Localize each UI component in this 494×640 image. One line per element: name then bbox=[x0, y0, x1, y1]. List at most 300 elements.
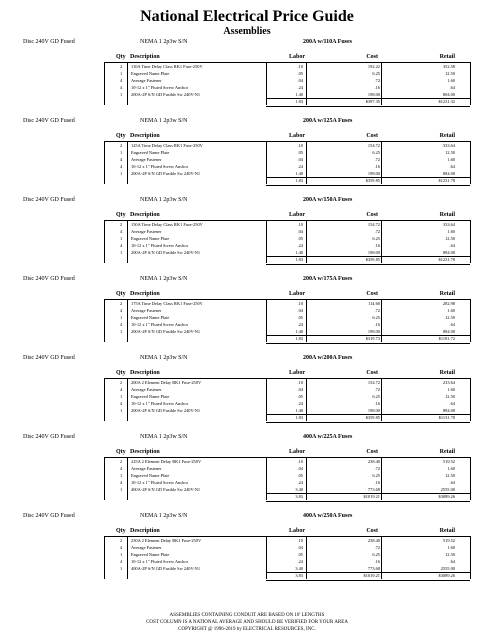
col-header-cost: Cost bbox=[366, 133, 378, 139]
item-retail: 1.60 bbox=[447, 545, 455, 550]
item-retail: 282.98 bbox=[442, 301, 455, 306]
col-header-labor: Labor bbox=[288, 528, 305, 534]
total-retail: $1231.78 bbox=[438, 257, 455, 262]
item-row bbox=[0, 393, 494, 400]
total-cost: $397.35 bbox=[365, 99, 380, 104]
item-retail: 1.60 bbox=[447, 78, 455, 83]
item-row bbox=[0, 170, 494, 177]
item-retail: 884.00 bbox=[442, 408, 455, 413]
item-qty: 4 bbox=[120, 466, 123, 471]
col-header-labor: Labor bbox=[288, 291, 305, 297]
col-header-labor: Labor bbox=[288, 133, 305, 139]
item-qty: 4 bbox=[120, 85, 123, 90]
item-retail: 519.52 bbox=[442, 538, 455, 543]
total-retail: $3089.26 bbox=[438, 494, 455, 499]
nema-rating: NEMA 1 2p3w S/N bbox=[140, 197, 188, 203]
col-header-qty: Qty bbox=[116, 54, 126, 60]
item-retail: 12.50 bbox=[445, 150, 455, 155]
item-cost: .72 bbox=[374, 466, 380, 471]
item-description: 10-12 x 1" Fluted Screw Anchor bbox=[131, 164, 189, 169]
item-qty: 1 bbox=[120, 487, 123, 492]
column-headers bbox=[0, 369, 494, 378]
assembly-name: Disc 240V GD Fused bbox=[23, 434, 75, 440]
col-header-qty: Qty bbox=[116, 133, 126, 139]
item-retail: 1.60 bbox=[447, 466, 455, 471]
item-row bbox=[0, 328, 494, 335]
totals-row bbox=[0, 177, 494, 184]
total-cost: $359.85 bbox=[365, 415, 380, 420]
item-description: 225A 2 Element Delay RK1 Fuse-250V bbox=[131, 459, 202, 464]
item-labor: .24 bbox=[297, 243, 303, 248]
item-description: Engraved Name Plate bbox=[131, 150, 170, 155]
item-description: 400A-2P S/N GD Fusible Sw 240V-N1 bbox=[131, 566, 201, 571]
col-header-cost: Cost bbox=[366, 291, 378, 297]
col-header-labor: Labor bbox=[288, 449, 305, 455]
item-cost: 198.00 bbox=[367, 92, 380, 97]
total-retail: $1181.72 bbox=[438, 336, 455, 341]
item-qty: 1 bbox=[120, 150, 123, 155]
item-row bbox=[0, 70, 494, 77]
item-description: 110A Time Delay Class RK1 Fuse-250V bbox=[131, 64, 203, 69]
item-cost: .16 bbox=[374, 164, 380, 169]
amperage-rating: 400A w/250A Fuses bbox=[303, 513, 353, 519]
item-description: 200A-2P S/N GD Fusible Sw 240V-N1 bbox=[131, 250, 201, 255]
column-headers bbox=[0, 448, 494, 457]
item-cost: 192.22 bbox=[367, 64, 380, 69]
totals-row bbox=[0, 335, 494, 342]
col-header-description: Description bbox=[130, 291, 160, 297]
item-rows bbox=[0, 379, 494, 414]
item-cost: 6.25 bbox=[372, 473, 380, 478]
item-rows bbox=[0, 458, 494, 493]
col-header-retail: Retail bbox=[439, 212, 455, 218]
item-description: 10-12 x 1" Fluted Screw Anchor bbox=[131, 480, 189, 485]
item-labor: 1.40 bbox=[295, 250, 303, 255]
total-cost: $319.73 bbox=[365, 336, 380, 341]
item-labor: .24 bbox=[297, 559, 303, 564]
total-retail: $1231.78 bbox=[438, 178, 455, 183]
total-labor: 1.83 bbox=[295, 178, 303, 183]
item-cost: .72 bbox=[374, 545, 380, 550]
item-cost: .16 bbox=[374, 559, 380, 564]
section-header bbox=[0, 511, 494, 522]
footer-note-cost: COST COLUMN IS A NATIONAL AVERAGE AND SHOULD BE VERIFIED FOR YOUR AREA bbox=[146, 620, 348, 625]
item-description: 125A Time Delay Class RK1 Fuse-250V bbox=[131, 143, 203, 148]
item-labor: 1.40 bbox=[295, 408, 303, 413]
item-description: Engraved Name Plate bbox=[131, 236, 170, 241]
item-retail: 884.00 bbox=[442, 250, 455, 255]
item-labor: .10 bbox=[297, 538, 303, 543]
item-row bbox=[0, 544, 494, 551]
item-row bbox=[0, 221, 494, 228]
item-row bbox=[0, 142, 494, 149]
item-row bbox=[0, 77, 494, 84]
item-labor: .05 bbox=[297, 236, 303, 241]
item-labor: 3.40 bbox=[295, 566, 303, 571]
col-header-qty: Qty bbox=[116, 212, 126, 218]
item-qty: 4 bbox=[120, 322, 123, 327]
footer-note-lengths: ASSEMBLIES CONTAINING CONDUIT ARE BASED ON 10' LENGTHS bbox=[169, 613, 325, 618]
item-description: 200A 2 Element Delay RK1 Fuse-250V bbox=[131, 380, 202, 385]
item-cost: .16 bbox=[374, 480, 380, 485]
item-qty: 1 bbox=[120, 315, 123, 320]
item-description: 10-12 x 1" Fluted Screw Anchor bbox=[131, 401, 189, 406]
item-qty: 4 bbox=[120, 308, 123, 313]
page-subtitle: Assemblies bbox=[223, 26, 271, 37]
nema-rating: NEMA 1 2p3w S/N bbox=[140, 276, 188, 282]
col-header-cost: Cost bbox=[366, 54, 378, 60]
col-header-qty: Qty bbox=[116, 370, 126, 376]
col-header-cost: Cost bbox=[366, 449, 378, 455]
item-labor: 1.40 bbox=[295, 92, 303, 97]
item-cost: .16 bbox=[374, 85, 380, 90]
item-qty: 4 bbox=[120, 157, 123, 162]
item-labor: .05 bbox=[297, 150, 303, 155]
assembly-section bbox=[0, 37, 494, 116]
item-retail: 12.50 bbox=[445, 394, 455, 399]
item-row bbox=[0, 63, 494, 70]
item-labor: .10 bbox=[297, 64, 303, 69]
totals-row bbox=[0, 98, 494, 105]
item-cost: 198.00 bbox=[367, 250, 380, 255]
totals-row bbox=[0, 493, 494, 500]
nema-rating: NEMA 1 2p3w S/N bbox=[140, 355, 188, 361]
total-labor: 3.83 bbox=[295, 573, 303, 578]
item-qty: 1 bbox=[120, 71, 123, 76]
item-qty: 1 bbox=[120, 171, 123, 176]
item-row bbox=[0, 565, 494, 572]
item-qty: 1 bbox=[120, 92, 123, 97]
section-header bbox=[0, 195, 494, 206]
item-cost: .16 bbox=[374, 322, 380, 327]
item-retail: .64 bbox=[449, 322, 455, 327]
item-cost: .16 bbox=[374, 243, 380, 248]
total-retail: $1131.78 bbox=[438, 415, 455, 420]
item-rows bbox=[0, 142, 494, 177]
col-header-qty: Qty bbox=[116, 291, 126, 297]
item-row bbox=[0, 407, 494, 414]
col-header-qty: Qty bbox=[116, 528, 126, 534]
item-labor: .04 bbox=[297, 466, 303, 471]
item-retail: 12.50 bbox=[445, 552, 455, 557]
item-qty: 4 bbox=[120, 401, 123, 406]
item-description: Engraved Name Plate bbox=[131, 315, 170, 320]
item-qty: 4 bbox=[120, 229, 123, 234]
item-labor: .10 bbox=[297, 459, 303, 464]
item-labor: .10 bbox=[297, 222, 303, 227]
item-qty: 1 bbox=[120, 566, 123, 571]
section-header bbox=[0, 274, 494, 285]
item-cost: 773.68 bbox=[367, 487, 380, 492]
item-qty: 4 bbox=[120, 243, 123, 248]
item-retail: 2555.00 bbox=[440, 566, 455, 571]
total-labor: 3.83 bbox=[295, 494, 303, 499]
assembly-list bbox=[0, 37, 494, 590]
item-cost: 154.72 bbox=[367, 222, 380, 227]
item-labor: .05 bbox=[297, 315, 303, 320]
assembly-section bbox=[0, 432, 494, 511]
item-cost: .72 bbox=[374, 387, 380, 392]
amperage-rating: 400A w/225A Fuses bbox=[303, 434, 353, 440]
item-labor: .24 bbox=[297, 85, 303, 90]
item-qty: 2 bbox=[120, 143, 123, 148]
item-cost: 773.68 bbox=[367, 566, 380, 571]
item-labor: .24 bbox=[297, 164, 303, 169]
amperage-rating: 200A w/110A Fuses bbox=[303, 39, 353, 45]
section-header bbox=[0, 353, 494, 364]
item-cost: 154.72 bbox=[367, 143, 380, 148]
item-retail: 1.60 bbox=[447, 157, 455, 162]
item-retail: .64 bbox=[449, 164, 455, 169]
item-cost: .72 bbox=[374, 157, 380, 162]
item-row bbox=[0, 307, 494, 314]
item-qty: 2 bbox=[120, 380, 123, 385]
item-labor: .10 bbox=[297, 301, 303, 306]
item-retail: 1.60 bbox=[447, 308, 455, 313]
item-retail: 884.00 bbox=[442, 329, 455, 334]
item-row bbox=[0, 458, 494, 465]
item-rows bbox=[0, 221, 494, 256]
assembly-name: Disc 240V GD Fused bbox=[23, 39, 75, 45]
item-row bbox=[0, 156, 494, 163]
assembly-name: Disc 240V GD Fused bbox=[23, 513, 75, 519]
column-headers bbox=[0, 290, 494, 299]
item-qty: 2 bbox=[120, 459, 123, 464]
item-row bbox=[0, 551, 494, 558]
column-headers bbox=[0, 211, 494, 220]
assembly-section bbox=[0, 274, 494, 353]
total-cost: $1019.21 bbox=[363, 494, 380, 499]
item-cost: 198.00 bbox=[367, 329, 380, 334]
item-row bbox=[0, 300, 494, 307]
item-labor: .10 bbox=[297, 380, 303, 385]
item-row bbox=[0, 235, 494, 242]
item-description: Engraved Name Plate bbox=[131, 71, 170, 76]
amperage-rating: 200A w/150A Fuses bbox=[303, 197, 353, 203]
item-description: 200A-2P S/N GD Fusible Sw 240V-N1 bbox=[131, 171, 201, 176]
item-description: 10-12 x 1" Fluted Screw Anchor bbox=[131, 243, 189, 248]
col-header-retail: Retail bbox=[439, 449, 455, 455]
item-description: Average Fastener bbox=[131, 229, 162, 234]
column-headers bbox=[0, 53, 494, 62]
column-headers bbox=[0, 527, 494, 536]
item-row bbox=[0, 479, 494, 486]
item-qty: 1 bbox=[120, 394, 123, 399]
item-labor: .04 bbox=[297, 545, 303, 550]
col-header-retail: Retail bbox=[439, 370, 455, 376]
item-row bbox=[0, 91, 494, 98]
item-qty: 4 bbox=[120, 545, 123, 550]
col-header-qty: Qty bbox=[116, 449, 126, 455]
item-cost: 198.00 bbox=[367, 171, 380, 176]
item-labor: .24 bbox=[297, 480, 303, 485]
item-row bbox=[0, 537, 494, 544]
column-headers bbox=[0, 132, 494, 141]
nema-rating: NEMA 1 2p3w S/N bbox=[140, 434, 188, 440]
item-qty: 1 bbox=[120, 236, 123, 241]
amperage-rating: 200A w/125A Fuses bbox=[303, 118, 353, 124]
col-header-description: Description bbox=[130, 212, 160, 218]
item-qty: 1 bbox=[120, 552, 123, 557]
col-header-labor: Labor bbox=[288, 212, 305, 218]
item-retail: 12.50 bbox=[445, 473, 455, 478]
item-cost: 114.60 bbox=[368, 301, 380, 306]
col-header-description: Description bbox=[130, 449, 160, 455]
item-labor: .04 bbox=[297, 229, 303, 234]
col-header-retail: Retail bbox=[439, 528, 455, 534]
assembly-section bbox=[0, 195, 494, 274]
item-labor: .10 bbox=[297, 143, 303, 148]
item-cost: 6.25 bbox=[372, 552, 380, 557]
item-qty: 4 bbox=[120, 78, 123, 83]
item-qty: 2 bbox=[120, 222, 123, 227]
item-rows bbox=[0, 63, 494, 98]
item-description: 150A Time Delay Class RK1 Fuse-250V bbox=[131, 222, 203, 227]
item-cost: 6.25 bbox=[372, 150, 380, 155]
totals-row bbox=[0, 572, 494, 579]
assembly-name: Disc 240V GD Fused bbox=[23, 355, 75, 361]
item-description: 200A-2P S/N GD Fusible Sw 240V-N1 bbox=[131, 408, 201, 413]
section-header bbox=[0, 432, 494, 443]
total-cost: $1019.21 bbox=[363, 573, 380, 578]
item-retail: 1.60 bbox=[447, 387, 455, 392]
item-retail: 352.58 bbox=[442, 64, 455, 69]
item-description: Engraved Name Plate bbox=[131, 552, 170, 557]
item-retail: 1.60 bbox=[447, 229, 455, 234]
item-row bbox=[0, 386, 494, 393]
assembly-section bbox=[0, 511, 494, 590]
section-header bbox=[0, 116, 494, 127]
item-description: Average Fastener bbox=[131, 387, 162, 392]
item-cost: .72 bbox=[374, 308, 380, 313]
amperage-rating: 200A w/175A Fuses bbox=[303, 276, 353, 282]
col-header-description: Description bbox=[130, 370, 160, 376]
col-header-labor: Labor bbox=[288, 54, 305, 60]
item-cost: 198.00 bbox=[367, 408, 380, 413]
assembly-name: Disc 240V GD Fused bbox=[23, 197, 75, 203]
item-description: 250A 2 Element Delay RK1 Fuse-250V bbox=[131, 538, 202, 543]
item-row bbox=[0, 149, 494, 156]
amperage-rating: 200A w/200A Fuses bbox=[303, 355, 353, 361]
item-row bbox=[0, 249, 494, 256]
item-qty: 2 bbox=[120, 301, 123, 306]
item-description: Engraved Name Plate bbox=[131, 394, 170, 399]
item-description: 200A-2P S/N GD Fusible Sw 240V-N1 bbox=[131, 329, 201, 334]
totals-row bbox=[0, 414, 494, 421]
item-labor: .05 bbox=[297, 552, 303, 557]
page-title: National Electrical Price Guide bbox=[140, 8, 354, 25]
item-retail: 519.52 bbox=[442, 459, 455, 464]
item-cost: 154.72 bbox=[367, 380, 380, 385]
item-qty: 4 bbox=[120, 480, 123, 485]
item-row bbox=[0, 163, 494, 170]
item-description: Average Fastener bbox=[131, 157, 162, 162]
item-labor: .05 bbox=[297, 71, 303, 76]
item-row bbox=[0, 400, 494, 407]
item-cost: 6.25 bbox=[372, 71, 380, 76]
item-retail: 2555.00 bbox=[440, 487, 455, 492]
item-cost: .72 bbox=[374, 78, 380, 83]
item-description: 10-12 x 1" Fluted Screw Anchor bbox=[131, 322, 189, 327]
item-rows bbox=[0, 300, 494, 335]
assembly-section bbox=[0, 116, 494, 195]
item-row bbox=[0, 558, 494, 565]
item-row bbox=[0, 84, 494, 91]
page-footer bbox=[0, 612, 494, 633]
nema-rating: NEMA 1 2p3w S/N bbox=[140, 118, 188, 124]
col-header-retail: Retail bbox=[439, 54, 455, 60]
item-description: Engraved Name Plate bbox=[131, 473, 170, 478]
item-rows bbox=[0, 537, 494, 572]
col-header-labor: Labor bbox=[288, 370, 305, 376]
item-row bbox=[0, 472, 494, 479]
item-qty: 1 bbox=[120, 250, 123, 255]
item-labor: 1.40 bbox=[295, 171, 303, 176]
col-header-description: Description bbox=[130, 133, 160, 139]
item-cost: 6.25 bbox=[372, 315, 380, 320]
item-retail: 333.64 bbox=[442, 143, 455, 148]
col-header-cost: Cost bbox=[366, 212, 378, 218]
col-header-description: Description bbox=[130, 54, 160, 60]
item-qty: 4 bbox=[120, 164, 123, 169]
item-description: Average Fastener bbox=[131, 308, 162, 313]
item-retail: 884.00 bbox=[442, 171, 455, 176]
item-cost: 238.40 bbox=[367, 459, 380, 464]
assembly-section bbox=[0, 353, 494, 432]
item-row bbox=[0, 486, 494, 493]
item-cost: 6.25 bbox=[372, 236, 380, 241]
col-header-retail: Retail bbox=[439, 133, 455, 139]
col-header-cost: Cost bbox=[366, 528, 378, 534]
footer-copyright: COPYRIGHT @ 1996-2019 by ELECTRICAL RESOURCES, INC. bbox=[178, 627, 316, 632]
item-row bbox=[0, 314, 494, 321]
item-row bbox=[0, 228, 494, 235]
item-row bbox=[0, 465, 494, 472]
total-labor: 1.83 bbox=[295, 99, 303, 104]
item-retail: .64 bbox=[449, 401, 455, 406]
section-header bbox=[0, 37, 494, 48]
assembly-name: Disc 240V GD Fused bbox=[23, 118, 75, 124]
item-description: 10-12 x 1" Fluted Screw Anchor bbox=[131, 85, 189, 90]
total-retail: $1231.32 bbox=[438, 99, 455, 104]
item-labor: .04 bbox=[297, 387, 303, 392]
totals-row bbox=[0, 256, 494, 263]
col-header-cost: Cost bbox=[366, 370, 378, 376]
item-labor: .24 bbox=[297, 322, 303, 327]
item-description: 175A Time Delay Class RK1 Fuse-250V bbox=[131, 301, 203, 306]
col-header-retail: Retail bbox=[439, 291, 455, 297]
item-labor: .04 bbox=[297, 308, 303, 313]
item-retail: 12.50 bbox=[445, 315, 455, 320]
item-description: 200A-2P S/N GD Fusible Sw 240V-N1 bbox=[131, 92, 201, 97]
item-qty: 2 bbox=[120, 538, 123, 543]
item-labor: .04 bbox=[297, 157, 303, 162]
item-retail: 333.64 bbox=[442, 222, 455, 227]
total-labor: 1.83 bbox=[295, 415, 303, 420]
nema-rating: NEMA 1 2p3w S/N bbox=[140, 39, 188, 45]
item-cost: .16 bbox=[374, 401, 380, 406]
nema-rating: NEMA 1 2p3w S/N bbox=[140, 513, 188, 519]
assembly-name: Disc 240V GD Fused bbox=[23, 276, 75, 282]
item-retail: .64 bbox=[449, 243, 455, 248]
item-retail: .64 bbox=[449, 480, 455, 485]
item-row bbox=[0, 321, 494, 328]
total-labor: 1.83 bbox=[295, 257, 303, 262]
item-cost: 6.25 bbox=[372, 394, 380, 399]
item-description: 400A-2P S/N GD Fusible Sw 240V-N1 bbox=[131, 487, 201, 492]
item-description: Average Fastener bbox=[131, 466, 162, 471]
item-row bbox=[0, 242, 494, 249]
